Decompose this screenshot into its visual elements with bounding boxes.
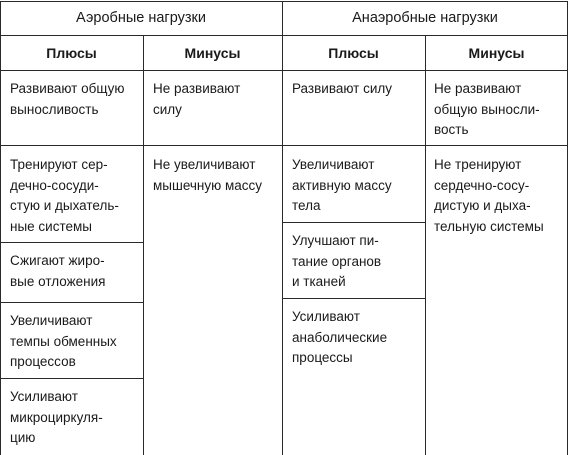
table-border-top xyxy=(0,1,568,2)
anaerobic-pro-cell: Усиливают анаболические процессы xyxy=(292,309,388,365)
row-divider xyxy=(0,302,143,303)
subheader-divider xyxy=(0,70,568,71)
aerobic-group-title: Аэробные нагрузки xyxy=(76,10,206,26)
row-divider xyxy=(282,222,425,223)
aerobic-cons-header: Минусы xyxy=(184,45,241,61)
header-divider xyxy=(0,35,568,36)
aerobic-pro-cell: Развивают общую выносливость xyxy=(10,81,125,117)
column-divider xyxy=(425,35,426,455)
table-border-left xyxy=(0,1,1,455)
anaerobic-pro-cell: Развивают силу xyxy=(292,81,393,96)
row-divider xyxy=(0,145,568,146)
group-divider xyxy=(282,1,283,455)
anaerobic-con-cell: Не тренируют сердечно-сосу- дистую и дыха- тельную системы xyxy=(434,157,544,234)
aerobic-con-cell: Не развивают силу xyxy=(153,81,241,117)
anaerobic-pros-header: Плюсы xyxy=(328,45,379,61)
anaerobic-cons-header: Минусы xyxy=(468,45,525,61)
row-divider xyxy=(0,242,143,243)
aerobic-pro-cell: Увеличивают темпы обменных процессов xyxy=(10,313,117,369)
column-divider xyxy=(143,35,144,455)
row-divider xyxy=(0,378,143,379)
aerobic-pro-cell: Сжигают жиро- вые отложения xyxy=(10,253,106,289)
anaerobic-pro-cell: Улучшают пи- тание органов и тканей xyxy=(292,233,382,289)
row-divider xyxy=(282,298,425,299)
anaerobic-pro-cell: Увеличивают активную массу тела xyxy=(292,157,392,213)
aerobic-con-cell: Не увеличивают мышечную массу xyxy=(153,157,263,193)
aerobic-pro-cell: Тренируют сер- дечно-сосуди- стую и дыхатель- ные системы xyxy=(10,157,119,234)
anaerobic-con-cell: Не развивают общую выносли- вость xyxy=(434,81,540,137)
aerobic-pro-cell: Усиливают микроциркуля- цию xyxy=(10,389,103,445)
anaerobic-group-title: Анаэробные нагрузки xyxy=(352,10,498,26)
aerobic-pros-header: Плюсы xyxy=(46,45,97,61)
